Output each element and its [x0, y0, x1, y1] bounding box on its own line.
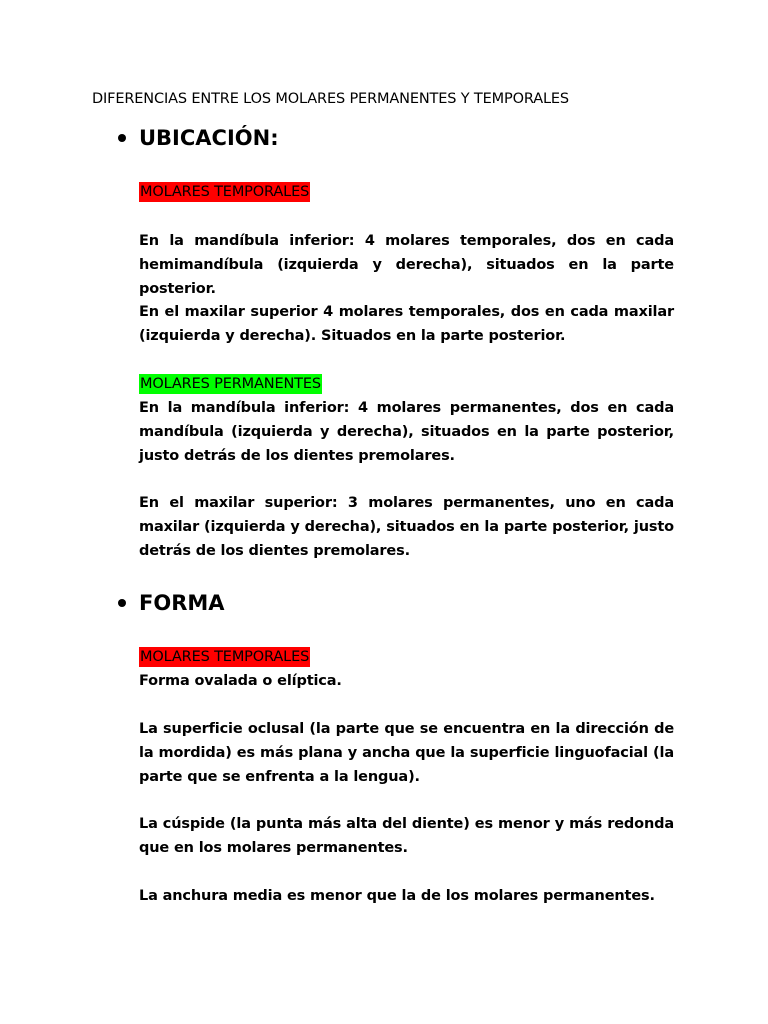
paragraph: En la mandíbula inferior: 4 molares temporales, dos en cada hemimandíbula (izquierda y derecha), situados en la parte posterior. [139, 233, 674, 297]
paragraph: La anchura media es menor que la de los molares permanentes. [139, 888, 655, 904]
section-heading-text: FORMA [139, 591, 225, 615]
temporales-label: MOLARES TEMPORALES [140, 184, 310, 200]
permanentes-label: MOLARES PERMANENTES [140, 376, 321, 392]
bullet-icon [118, 134, 126, 142]
section-heading-forma [118, 589, 225, 617]
section-heading-text: UBICACIÓN: [139, 126, 279, 150]
paragraph: En el maxilar superior 4 molares temporales, dos en cada maxilar (izquierda y derecha). Situados en la parte posterior. [139, 304, 674, 344]
temporales-label: MOLARES TEMPORALES [140, 649, 310, 665]
paragraph: En el maxilar superior: 3 molares permanentes, uno en cada maxilar (izquierda y derecha), situados en la parte posterior, justo detrás de los dientes premolares. [139, 495, 674, 559]
paragraph: En la mandíbula inferior: 4 molares permanentes, dos en cada mandíbula (izquierda y derecha), situados en la parte posterior, justo detrás de los dientes premolares. [139, 400, 674, 464]
section-heading-ubicacion [118, 124, 279, 152]
paragraph: La cúspide (la punta más alta del diente) es menor y más redonda que en los molares permanentes. [139, 816, 674, 856]
bullet-icon [118, 599, 126, 607]
paragraph: Forma ovalada o elíptica. [139, 673, 342, 689]
paragraph: La superficie oclusal (la parte que se encuentra en la dirección de la mordida) es más plana y ancha que la superficie linguofacial (la parte que se enfrenta a la lengua). [139, 721, 674, 785]
page-title: DIFERENCIAS ENTRE LOS MOLARES PERMANENTES Y TEMPORALES [92, 91, 569, 107]
